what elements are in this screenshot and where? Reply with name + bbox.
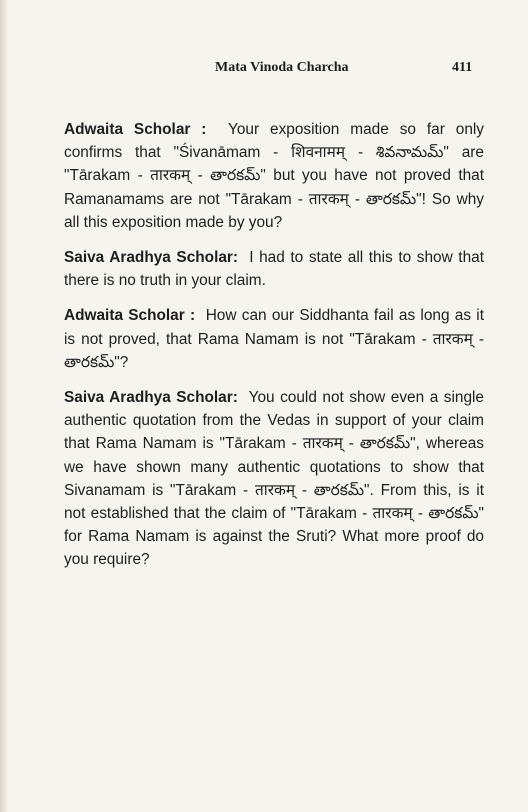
speaker-name: Saiva Aradhya Scholar: (64, 389, 238, 407)
dialogue-text: You could not show even a single authentic quotation from the Vedas in support of your claim that Rama Namam is "Tārakam - तारकम् - తారకమ్", whereas we have shown many authentic quotations to show that Sivanamam is "Tārakam - तारकम् - తారకమ్". From this, is it not established that the claim of "Tārakam - तारकम् - తారకమ్" for Rama Namam is against the Sruti? What more proof do you require? (64, 389, 484, 569)
page-number: 411 (452, 60, 473, 75)
dialogue-paragraph (64, 246, 484, 292)
running-header (0, 60, 528, 80)
dialogue-paragraph (64, 386, 484, 572)
dialogue-paragraph (64, 118, 484, 234)
dialogue-paragraph (64, 304, 484, 374)
running-title: Mata Vinoda Charcha (215, 60, 349, 75)
dialogue-text: I had to state all this to show that there is no truth in your claim. (64, 249, 484, 290)
dialogue-text: How can our Siddhanta fail as long as it is not proved, that Rama Namam is not "Tārakam - तारकम् - తారకమ్"? (64, 307, 484, 371)
speaker-name: Adwaita Scholar : (64, 307, 196, 325)
speaker-name: Adwaita Scholar : (64, 121, 207, 138)
page-spine-shadow (0, 0, 8, 812)
dialogue-body (64, 118, 484, 584)
speaker-name: Saiva Aradhya Scholar: (64, 249, 239, 267)
dialogue-text: Your exposition made so far only confirms that "Śivanāmam - शिवनामम् - శివనామమ్" are "Tārakam - तारकम् - తారకమ్" but you have not proved that Ramanamams are not "Tārakam - तारकम् - తారకమ్"! So why all this exposition made by you? (64, 121, 484, 231)
